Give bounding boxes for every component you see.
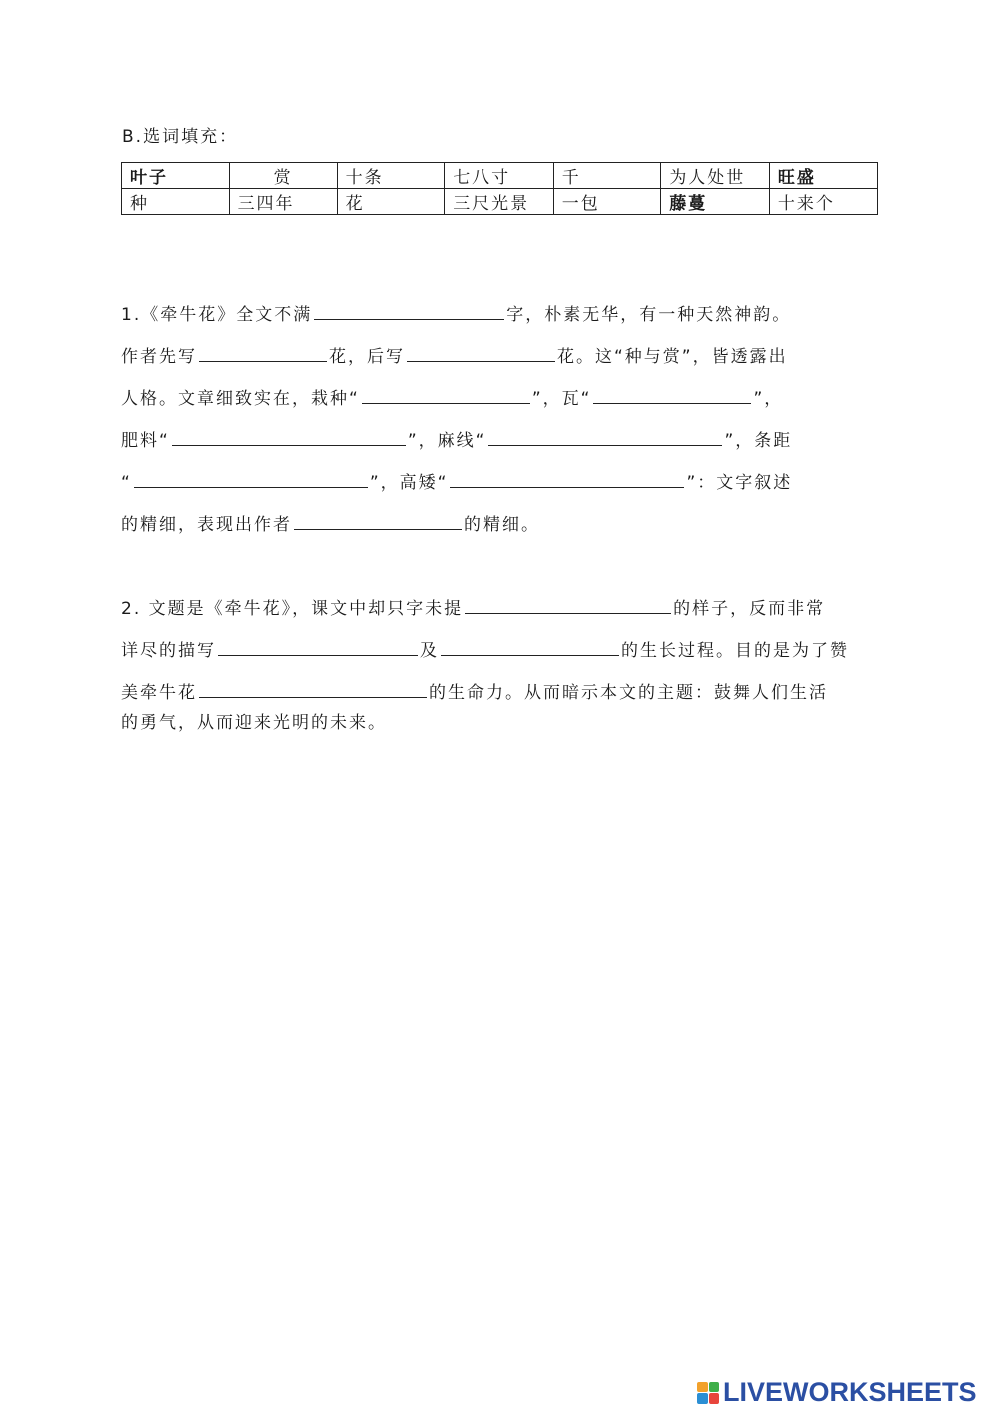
question-text: 的精细，表现出作者 <box>121 515 292 535</box>
word-cell: 十来个 <box>769 189 877 215</box>
question-line <box>121 300 791 325</box>
word-cell: 七八寸 <box>445 163 554 189</box>
question-text: 的精细。 <box>464 515 540 535</box>
answer-blank[interactable] <box>488 427 722 446</box>
question-text: ”，条距 <box>724 431 793 451</box>
liveworksheets-logo-icon <box>697 1382 719 1404</box>
question-line <box>121 678 828 703</box>
answer-blank[interactable] <box>593 385 751 404</box>
table-row <box>122 163 878 189</box>
question-text: 的生命力。从而暗示本文的主题：鼓舞人们生活 <box>429 683 828 703</box>
question-text: 的生长过程。目的是为了赞 <box>621 641 849 661</box>
question-line <box>121 384 783 409</box>
question-text: 字，朴素无华，有一种天然神韵。 <box>506 305 792 325</box>
word-cell: 为人处世 <box>661 163 770 189</box>
question-text: 1.《牵牛花》全文不满 <box>121 305 313 325</box>
answer-blank[interactable] <box>199 679 427 698</box>
word-cell: 旺盛 <box>769 163 877 189</box>
liveworksheets-logo <box>697 1377 977 1408</box>
word-cell: 叶子 <box>122 163 230 189</box>
answer-blank[interactable] <box>134 469 368 488</box>
question-text: 的勇气，从而迎来光明的未来。 <box>121 713 387 733</box>
word-cell: 三尺光景 <box>445 189 554 215</box>
question-text: 的样子，反而非常 <box>673 599 826 619</box>
section-title: B.选词填充： <box>122 127 239 147</box>
question-text: ”，高矮“ <box>369 473 449 493</box>
question-text: 及 <box>420 641 439 661</box>
answer-blank[interactable] <box>218 637 418 656</box>
question-line <box>121 636 849 661</box>
word-cell: 赏 <box>229 163 337 189</box>
question-line <box>121 510 540 535</box>
question-line <box>121 594 825 619</box>
question-text: 花。这“种与赏”，皆透露出 <box>557 347 788 367</box>
word-bank-table <box>121 162 878 215</box>
question-line <box>121 342 788 367</box>
question-text: ”，瓦“ <box>531 389 592 409</box>
word-cell: 千 <box>553 163 661 189</box>
question-text: 作者先写 <box>121 347 197 367</box>
question-line <box>121 468 792 493</box>
question-text: 花，后写 <box>329 347 405 367</box>
answer-blank[interactable] <box>294 511 462 530</box>
answer-blank[interactable] <box>407 343 555 362</box>
answer-blank[interactable] <box>172 427 406 446</box>
word-cell: 一包 <box>553 189 661 215</box>
question-text: ”， <box>753 389 784 409</box>
answer-blank[interactable] <box>362 385 530 404</box>
question-text: 美牵牛花 <box>121 683 197 703</box>
word-cell: 花 <box>337 189 445 215</box>
question-text: 详尽的描写 <box>121 641 216 661</box>
question-line <box>121 426 792 451</box>
question-text: 2. 文题是《牵牛花》，课文中却只字未提 <box>121 599 464 619</box>
question-text: 人格。文章细致实在，栽种“ <box>121 389 360 409</box>
logo-text: LIVEWORKSHEETS <box>723 1377 977 1407</box>
answer-blank[interactable] <box>465 595 671 614</box>
table-row <box>122 189 878 215</box>
question-text: “ <box>121 473 132 493</box>
answer-blank[interactable] <box>314 301 504 320</box>
word-cell: 十条 <box>337 163 445 189</box>
question-text: ”：文字叙述 <box>686 473 793 493</box>
question-text: ”，麻线“ <box>407 431 487 451</box>
answer-blank[interactable] <box>450 469 684 488</box>
answer-blank[interactable] <box>441 637 619 656</box>
word-cell: 种 <box>122 189 230 215</box>
question-text: 肥料“ <box>121 431 170 451</box>
word-cell: 藤蔓 <box>661 189 770 215</box>
word-cell: 三四年 <box>229 189 337 215</box>
answer-blank[interactable] <box>199 343 327 362</box>
question-line <box>121 708 387 733</box>
